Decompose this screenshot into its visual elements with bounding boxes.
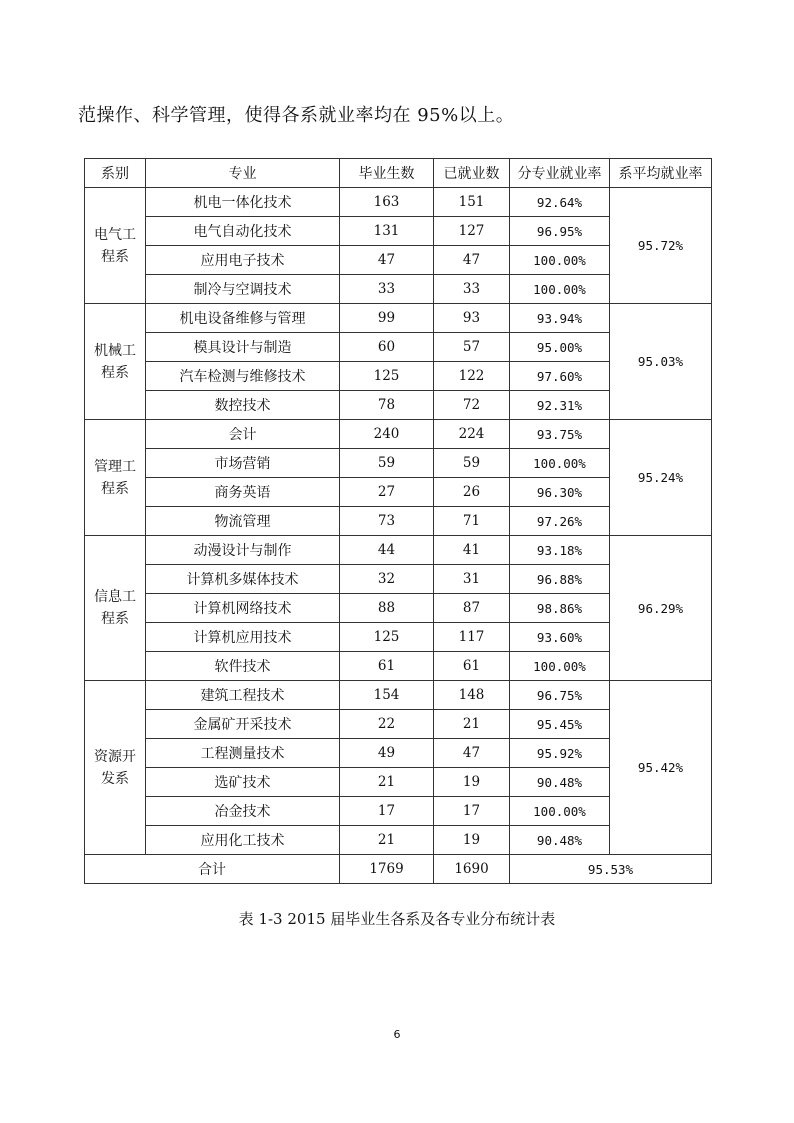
major-name-cell: 物流管理: [146, 507, 340, 536]
major-name-cell: 选矿技术: [146, 768, 340, 797]
graduates-cell: 163: [340, 188, 434, 217]
employed-cell: 224: [434, 420, 510, 449]
graduates-cell: 17: [340, 797, 434, 826]
dept-avg-rate-cell: 95.24%: [610, 420, 712, 536]
employed-cell: 151: [434, 188, 510, 217]
graduates-cell: 131: [340, 217, 434, 246]
major-rate-cell: 100.00%: [510, 449, 610, 478]
graduates-cell: 32: [340, 565, 434, 594]
major-rate-cell: 100.00%: [510, 797, 610, 826]
table-row: [85, 420, 712, 449]
table-row: [85, 681, 712, 710]
employed-cell: 33: [434, 275, 510, 304]
header-dept: 系别: [85, 159, 146, 188]
major-name-cell: 数控技术: [146, 391, 340, 420]
major-rate-cell: 92.31%: [510, 391, 610, 420]
major-name-cell: 制冷与空调技术: [146, 275, 340, 304]
major-rate-cell: 100.00%: [510, 246, 610, 275]
total-employed: 1690: [434, 855, 510, 884]
employed-cell: 71: [434, 507, 510, 536]
major-rate-cell: 97.60%: [510, 362, 610, 391]
graduates-cell: 44: [340, 536, 434, 565]
major-name-cell: 金属矿开采技术: [146, 710, 340, 739]
major-name-cell: 模具设计与制造: [146, 333, 340, 362]
major-name-cell: 机电设备维修与管理: [146, 304, 340, 333]
major-name-cell: 计算机网络技术: [146, 594, 340, 623]
graduates-cell: 59: [340, 449, 434, 478]
intro-paragraph: 范操作、科学管理，使得各系就业率均在 95%以上。: [78, 105, 515, 126]
employed-cell: 61: [434, 652, 510, 681]
major-name-cell: 应用电子技术: [146, 246, 340, 275]
graduates-cell: 33: [340, 275, 434, 304]
dept-name-cell: 信息工程系: [85, 536, 146, 681]
employed-cell: 47: [434, 739, 510, 768]
major-rate-cell: 96.75%: [510, 681, 610, 710]
major-name-cell: 商务英语: [146, 478, 340, 507]
table-body: [85, 188, 712, 855]
header-major: 专业: [146, 159, 340, 188]
major-name-cell: 电气自动化技术: [146, 217, 340, 246]
table-row: [85, 188, 712, 217]
employed-cell: 117: [434, 623, 510, 652]
dept-avg-rate-cell: 95.72%: [610, 188, 712, 304]
employed-cell: 41: [434, 536, 510, 565]
major-name-cell: 软件技术: [146, 652, 340, 681]
graduates-cell: 125: [340, 623, 434, 652]
page-number: 6: [393, 1028, 401, 1041]
major-rate-cell: 95.92%: [510, 739, 610, 768]
major-rate-cell: 96.88%: [510, 565, 610, 594]
graduates-cell: 21: [340, 826, 434, 855]
major-name-cell: 计算机多媒体技术: [146, 565, 340, 594]
graduates-cell: 73: [340, 507, 434, 536]
dept-name-cell: 资源开发系: [85, 681, 146, 855]
dept-avg-rate-cell: 96.29%: [610, 536, 712, 681]
major-name-cell: 冶金技术: [146, 797, 340, 826]
major-name-cell: 会计: [146, 420, 340, 449]
table-row: [85, 536, 712, 565]
employed-cell: 31: [434, 565, 510, 594]
employed-cell: 122: [434, 362, 510, 391]
major-name-cell: 应用化工技术: [146, 826, 340, 855]
header-employed: 已就业数: [434, 159, 510, 188]
major-name-cell: 动漫设计与制作: [146, 536, 340, 565]
major-name-cell: 市场营销: [146, 449, 340, 478]
employed-cell: 26: [434, 478, 510, 507]
major-rate-cell: 96.95%: [510, 217, 610, 246]
major-name-cell: 汽车检测与维修技术: [146, 362, 340, 391]
major-rate-cell: 95.00%: [510, 333, 610, 362]
employed-cell: 19: [434, 826, 510, 855]
employed-cell: 72: [434, 391, 510, 420]
graduates-cell: 154: [340, 681, 434, 710]
dept-name-cell: 管理工程系: [85, 420, 146, 536]
dept-name-cell: 电气工程系: [85, 188, 146, 304]
total-row: [85, 855, 712, 884]
major-rate-cell: 95.45%: [510, 710, 610, 739]
dept-avg-rate-cell: 95.03%: [610, 304, 712, 420]
graduates-cell: 240: [340, 420, 434, 449]
employed-cell: 127: [434, 217, 510, 246]
graduates-cell: 125: [340, 362, 434, 391]
major-rate-cell: 92.64%: [510, 188, 610, 217]
graduates-cell: 49: [340, 739, 434, 768]
total-graduates: 1769: [340, 855, 434, 884]
employed-cell: 93: [434, 304, 510, 333]
dept-avg-rate-cell: 95.42%: [610, 681, 712, 855]
major-rate-cell: 93.18%: [510, 536, 610, 565]
major-name-cell: 机电一体化技术: [146, 188, 340, 217]
employed-cell: 87: [434, 594, 510, 623]
dept-name-cell: 机械工程系: [85, 304, 146, 420]
graduates-cell: 60: [340, 333, 434, 362]
total-label: 合计: [85, 855, 340, 884]
graduates-cell: 27: [340, 478, 434, 507]
graduates-cell: 99: [340, 304, 434, 333]
employed-cell: 148: [434, 681, 510, 710]
table-row: [85, 304, 712, 333]
graduates-cell: 61: [340, 652, 434, 681]
table-header-row: [85, 159, 712, 188]
employment-statistics-table: [84, 158, 712, 884]
employed-cell: 57: [434, 333, 510, 362]
major-rate-cell: 93.75%: [510, 420, 610, 449]
graduates-cell: 78: [340, 391, 434, 420]
table-caption: 表 1-3 2015 届毕业生各系及各专业分布统计表: [238, 910, 556, 928]
major-rate-cell: 93.94%: [510, 304, 610, 333]
graduates-cell: 47: [340, 246, 434, 275]
graduates-cell: 88: [340, 594, 434, 623]
major-rate-cell: 100.00%: [510, 275, 610, 304]
employed-cell: 59: [434, 449, 510, 478]
major-name-cell: 建筑工程技术: [146, 681, 340, 710]
major-rate-cell: 90.48%: [510, 768, 610, 797]
employed-cell: 47: [434, 246, 510, 275]
major-rate-cell: 100.00%: [510, 652, 610, 681]
graduates-cell: 21: [340, 768, 434, 797]
header-major-rate: 分专业就业率: [510, 159, 610, 188]
graduates-cell: 22: [340, 710, 434, 739]
major-rate-cell: 98.86%: [510, 594, 610, 623]
major-rate-cell: 96.30%: [510, 478, 610, 507]
header-graduates: 毕业生数: [340, 159, 434, 188]
employed-cell: 17: [434, 797, 510, 826]
major-rate-cell: 97.26%: [510, 507, 610, 536]
major-name-cell: 工程测量技术: [146, 739, 340, 768]
header-dept-rate: 系平均就业率: [610, 159, 712, 188]
employed-cell: 21: [434, 710, 510, 739]
employed-cell: 19: [434, 768, 510, 797]
major-name-cell: 计算机应用技术: [146, 623, 340, 652]
total-rate: 95.53%: [510, 855, 712, 884]
major-rate-cell: 93.60%: [510, 623, 610, 652]
major-rate-cell: 90.48%: [510, 826, 610, 855]
